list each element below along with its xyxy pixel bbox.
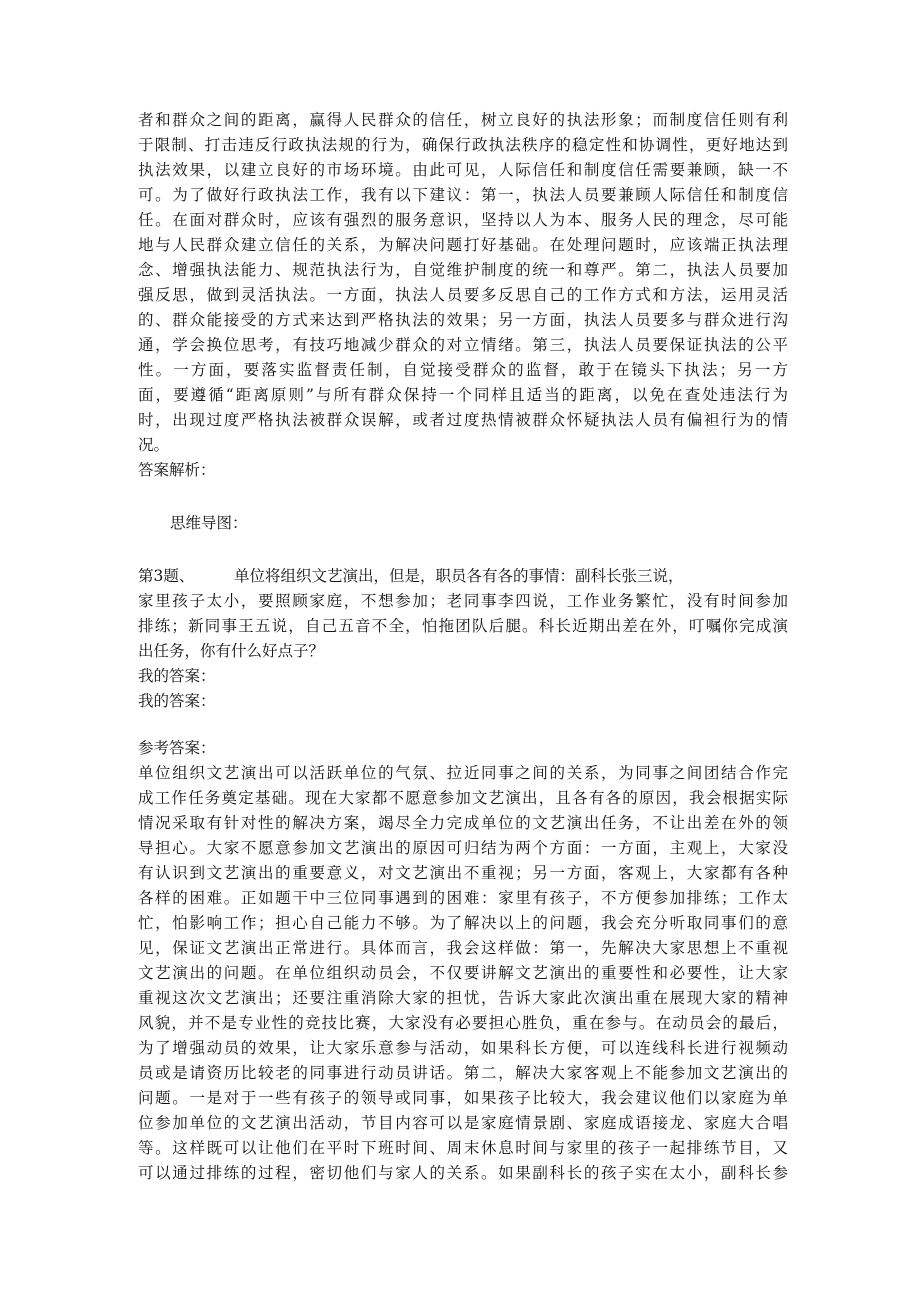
reference-answer-label: 参考答案：: [138, 739, 216, 757]
question-number: 第3题、: [138, 567, 195, 585]
paragraph-line: 重视这次文艺演出；还要注重消除大家的担忧，告诉大家此次演出重在展现大家的精神: [138, 989, 788, 1007]
paragraph-line: 忙，怕影响工作；担心自己能力不够。为了解决以上的问题，我会充分听取同事们的意: [138, 914, 788, 932]
paragraph-line: 成工作任务奠定基础。现在大家都不愿意参加文艺演出，且各有各的原因，我会根据实际: [138, 789, 788, 807]
paragraph-line: 有认识到文艺演出的重要意义，对文艺演出不重视；另一方面，客观上，大家都有各种: [138, 864, 788, 882]
paragraph-line: 导担心。大家不愿意参加文艺演出的原因可归结为两个方面：一方面，主观上，大家没: [138, 839, 788, 857]
paragraph-line: 执法效果，以建立良好的市场环境。由此可见，人际信任和制度信任需要兼顾，缺一不: [138, 161, 788, 179]
answer-analysis-label: 答案解析：: [138, 461, 216, 479]
paragraph-line: 时，出现过度严格执法被群众误解，或者过度热情被群众怀疑执法人员有偏袒行为的情: [138, 411, 788, 429]
paragraph-line: 于限制、打击违反行政执法规的行为，确保行政执法秩序的稳定性和协调性，更好地达到: [138, 136, 788, 154]
question-text: 单位将组织文艺演出，但是，职员各有各的事情：副科长张三说，: [234, 567, 684, 585]
paragraph-line: 念、增强执法能力、规范执法行为，自觉维护制度的统一和尊严。第二，执法人员要加: [138, 261, 788, 279]
question-line: 出任务，你有什么好点子？: [138, 642, 325, 660]
question-line: 排练；新同事王五说，自己五音不全，怕拖团队后腿。科长近期出差在外，叮嘱你完成演: [138, 617, 788, 635]
my-answer-label: 我的答案：: [138, 667, 216, 685]
paragraph-line: 况。: [138, 436, 170, 454]
paragraph-line: 员或是请资历比较老的同事进行动员讲话。第二，解决大家客观上不能参加文艺演出的: [138, 1064, 788, 1082]
paragraph-line: 任。在面对群众时，应该有强烈的服务意识，坚持以人为本、服务人民的理念，尽可能: [138, 211, 788, 229]
paragraph-line: 面，要遵循“距离原则”与所有群众保持一个同样且适当的距离，以免在查处违法行为: [138, 386, 788, 404]
paragraph-line: 的、群众能接受的方式来达到严格执法的效果；另一方面，执法人员要多与群众进行沟: [138, 311, 788, 329]
mind-map-label: 思维导图：: [170, 514, 248, 532]
question-first-line: [138, 564, 788, 588]
paragraph-line: 通，学会换位思考，有技巧地减少群众的对立情绪。第三，执法人员要保证执法的公平: [138, 336, 788, 354]
paragraph-line: 地与人民群众建立信任的关系，为解决问题打好基础。在处理问题时，应该端正执法理: [138, 236, 788, 254]
paragraph-line: 等。这样既可以让他们在平时下班时间、周末休息时间与家里的孩子一起排练节目，又: [138, 1139, 788, 1157]
paragraph-line: 可以通过排练的过程，密切他们与家人的关系。如果副科长的孩子实在太小，副科长参: [138, 1164, 788, 1182]
paragraph-line: 位参加单位的文艺演出活动，节目内容可以是家庭情景剧、家庭成语接龙、家庭大合唱: [138, 1114, 788, 1132]
my-answer-label: 我的答案：: [138, 692, 216, 710]
paragraph-line: 情况采取有针对性的解决方案，竭尽全力完成单位的文艺演出任务，不让出差在外的领: [138, 814, 788, 832]
paragraph-line: 者和群众之间的距离，赢得人民群众的信任，树立良好的执法形象；而制度信任则有利: [138, 111, 788, 129]
paragraph-line: 各样的困难。正如题干中三位同事遇到的困难：家里有孩子，不方便参加排练；工作太: [138, 889, 788, 907]
paragraph-line: 见，保证文艺演出正常进行。具体而言，我会这样做：第一，先解决大家思想上不重视: [138, 939, 788, 957]
paragraph-line: 性。一方面，要落实监督责任制，自觉接受群众的监督，敢于在镜头下执法；另一方: [138, 361, 788, 379]
paragraph-line: 为了增强动员的效果，让大家乐意参与活动，如果科长方便，可以连线科长进行视频动: [138, 1039, 788, 1057]
paragraph-line: 问题。一是对于一些有孩子的领导或同事，如果孩子比较大，我会建议他们以家庭为单: [138, 1089, 788, 1107]
paragraph-line: 单位组织文艺演出可以活跃单位的气氛、拉近同事之间的关系，为同事之间团结合作完: [138, 764, 788, 782]
question-line: 家里孩子太小，要照顾家庭，不想参加；老同事李四说，工作业务繁忙，没有时间参加: [138, 592, 788, 610]
paragraph-line: 强反思，做到灵活执法。一方面，执法人员要多反思自己的工作方式和方法，运用灵活: [138, 286, 788, 304]
paragraph-line: 文艺演出的问题。在单位组织动员会，不仅要讲解文艺演出的重要性和必要性，让大家: [138, 964, 788, 982]
paragraph-line: 风貌，并不是专业性的竞技比赛，大家没有必要担心胜负，重在参与。在动员会的最后，: [138, 1014, 788, 1032]
paragraph-line: 可。为了做好行政执法工作，我有以下建议：第一，执法人员要兼顾人际信任和制度信: [138, 186, 788, 204]
